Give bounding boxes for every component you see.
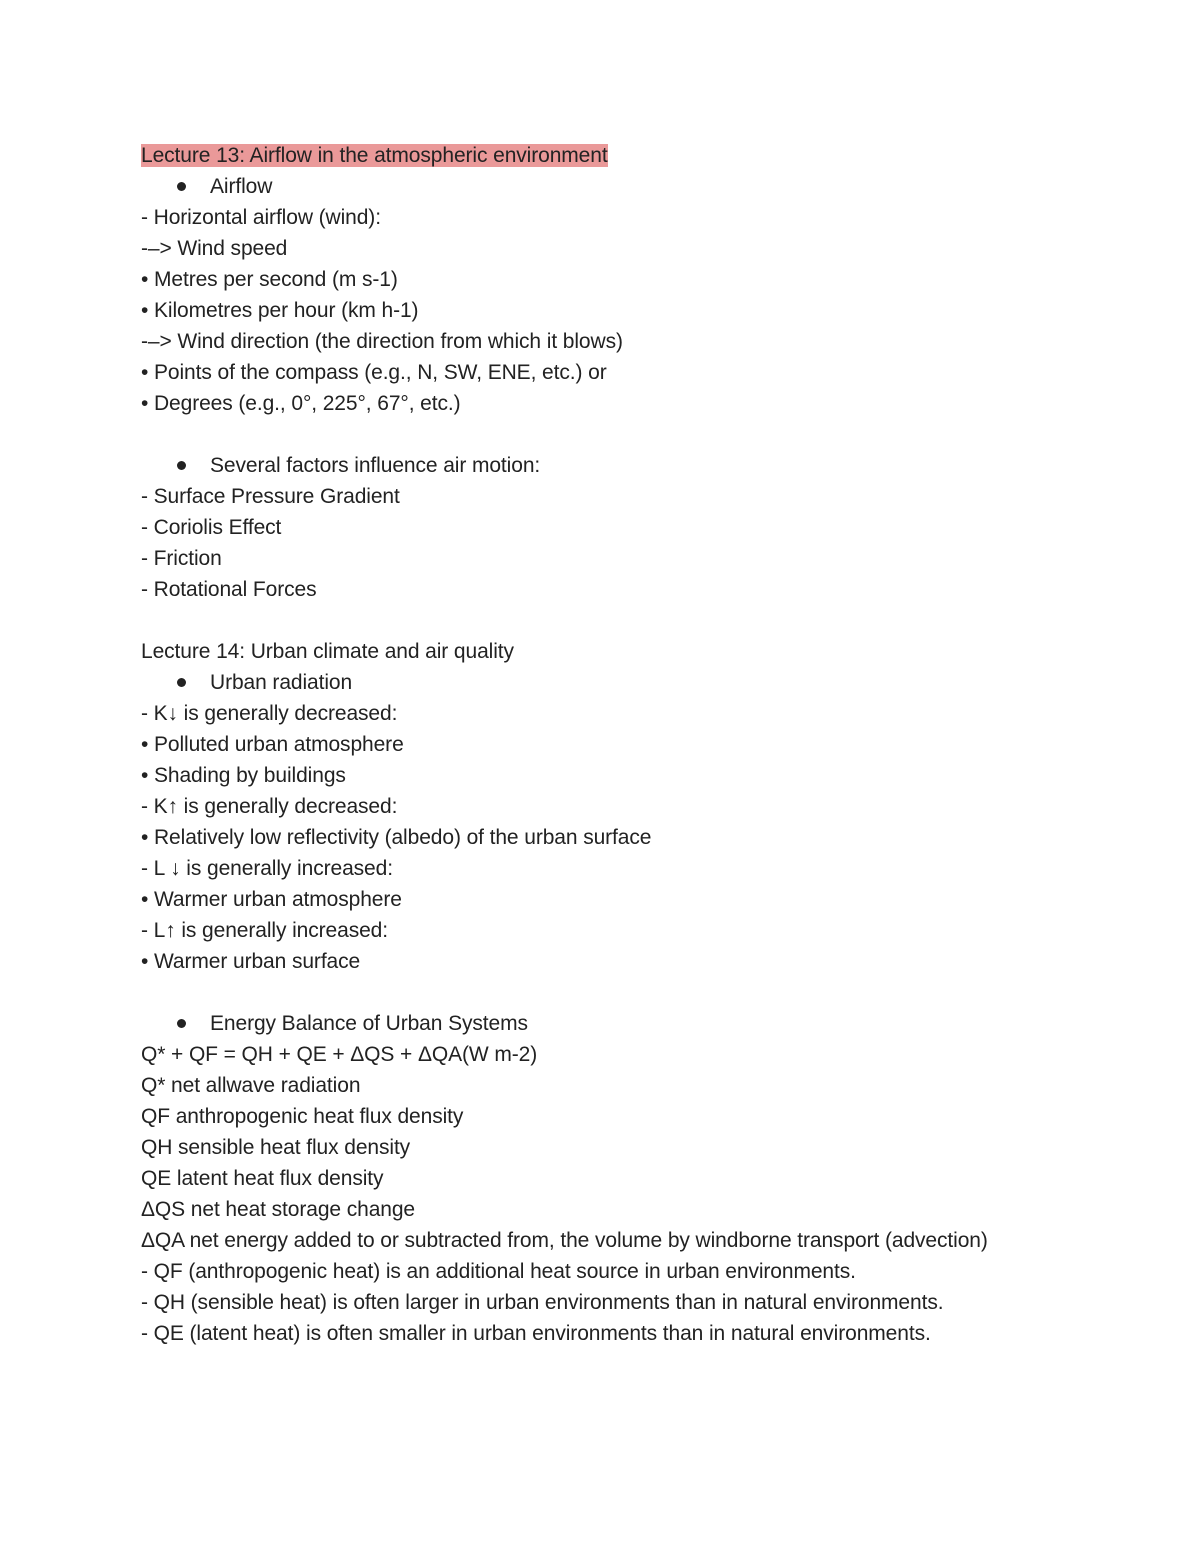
bullet-airflow-text: Airflow [210, 175, 273, 198]
text-line: • Metres per second (m s-1) [141, 268, 398, 291]
text-line: - QE (latent heat) is often smaller in urban environments than in natural environments. [141, 1322, 931, 1345]
bullet-urban-radiation-text: Urban radiation [210, 671, 353, 694]
lecture-13-title [141, 140, 1141, 171]
bullet-airflow [141, 171, 1141, 202]
text-line: • Relatively low reflectivity (albedo) of the urban surface [141, 826, 652, 849]
text-line: QF anthropogenic heat flux density [141, 1105, 464, 1128]
text-line: • Warmer urban surface [141, 950, 361, 973]
document-page [141, 140, 1141, 1349]
lecture-13-title-text: Lecture 13: Airflow in the atmospheric environment [141, 144, 608, 167]
text-line: - QF (anthropogenic heat) is an additional heat source in urban environments. [141, 1260, 856, 1283]
text-line: - L↑ is generally increased: [141, 919, 388, 942]
text-line: • Degrees (e.g., 0°, 225°, 67°, etc.) [141, 392, 461, 415]
bullet-energy-balance-text: Energy Balance of Urban Systems [210, 1012, 528, 1035]
text-line: - QH (sensible heat) is often larger in urban environments than in natural environments. [141, 1291, 944, 1314]
blank-line [141, 605, 1141, 636]
text-line: • Kilometres per hour (km h-1) [141, 299, 419, 322]
bullet-dot-icon [177, 1019, 186, 1028]
lecture-14-title: Lecture 14: Urban climate and air quality [141, 640, 514, 663]
text-line: - L ↓ is generally increased: [141, 857, 393, 880]
text-line: • Points of the compass (e.g., N, SW, ENE, etc.) or [141, 361, 607, 384]
blank-line [141, 977, 1141, 1008]
text-line: • Shading by buildings [141, 764, 346, 787]
text-line: QE latent heat flux density [141, 1167, 384, 1190]
text-line: -–> Wind speed [141, 237, 288, 260]
text-line: QH sensible heat flux density [141, 1136, 411, 1159]
text-line: • Polluted urban atmosphere [141, 733, 404, 756]
text-line: - Coriolis Effect [141, 516, 282, 539]
text-line: - Friction [141, 547, 222, 570]
text-line: -–> Wind direction (the direction from which it blows) [141, 330, 623, 353]
text-line: - Surface Pressure Gradient [141, 485, 400, 508]
bullet-energy-balance [141, 1008, 1141, 1039]
text-line: Q* net allwave radiation [141, 1074, 361, 1097]
bullet-dot-icon [177, 461, 186, 470]
bullet-air-motion-factors-text: Several factors influence air motion: [210, 454, 541, 477]
blank-line [141, 419, 1141, 450]
text-line: ΔQA net energy added to or subtracted from, the volume by windborne transport (advection) [141, 1229, 988, 1252]
bullet-dot-icon [177, 182, 186, 191]
text-line: - K↑ is generally decreased: [141, 795, 398, 818]
equation-line: Q* + QF = QH + QE + ΔQS + ΔQA(W m-2) [141, 1043, 538, 1066]
bullet-dot-icon [177, 678, 186, 687]
text-line: - K↓ is generally decreased: [141, 702, 398, 725]
text-line: - Rotational Forces [141, 578, 317, 601]
bullet-air-motion-factors [141, 450, 1141, 481]
text-line: - Horizontal airflow (wind): [141, 206, 381, 229]
text-line: ΔQS net heat storage change [141, 1198, 416, 1221]
bullet-urban-radiation [141, 667, 1141, 698]
text-line: • Warmer urban atmosphere [141, 888, 402, 911]
